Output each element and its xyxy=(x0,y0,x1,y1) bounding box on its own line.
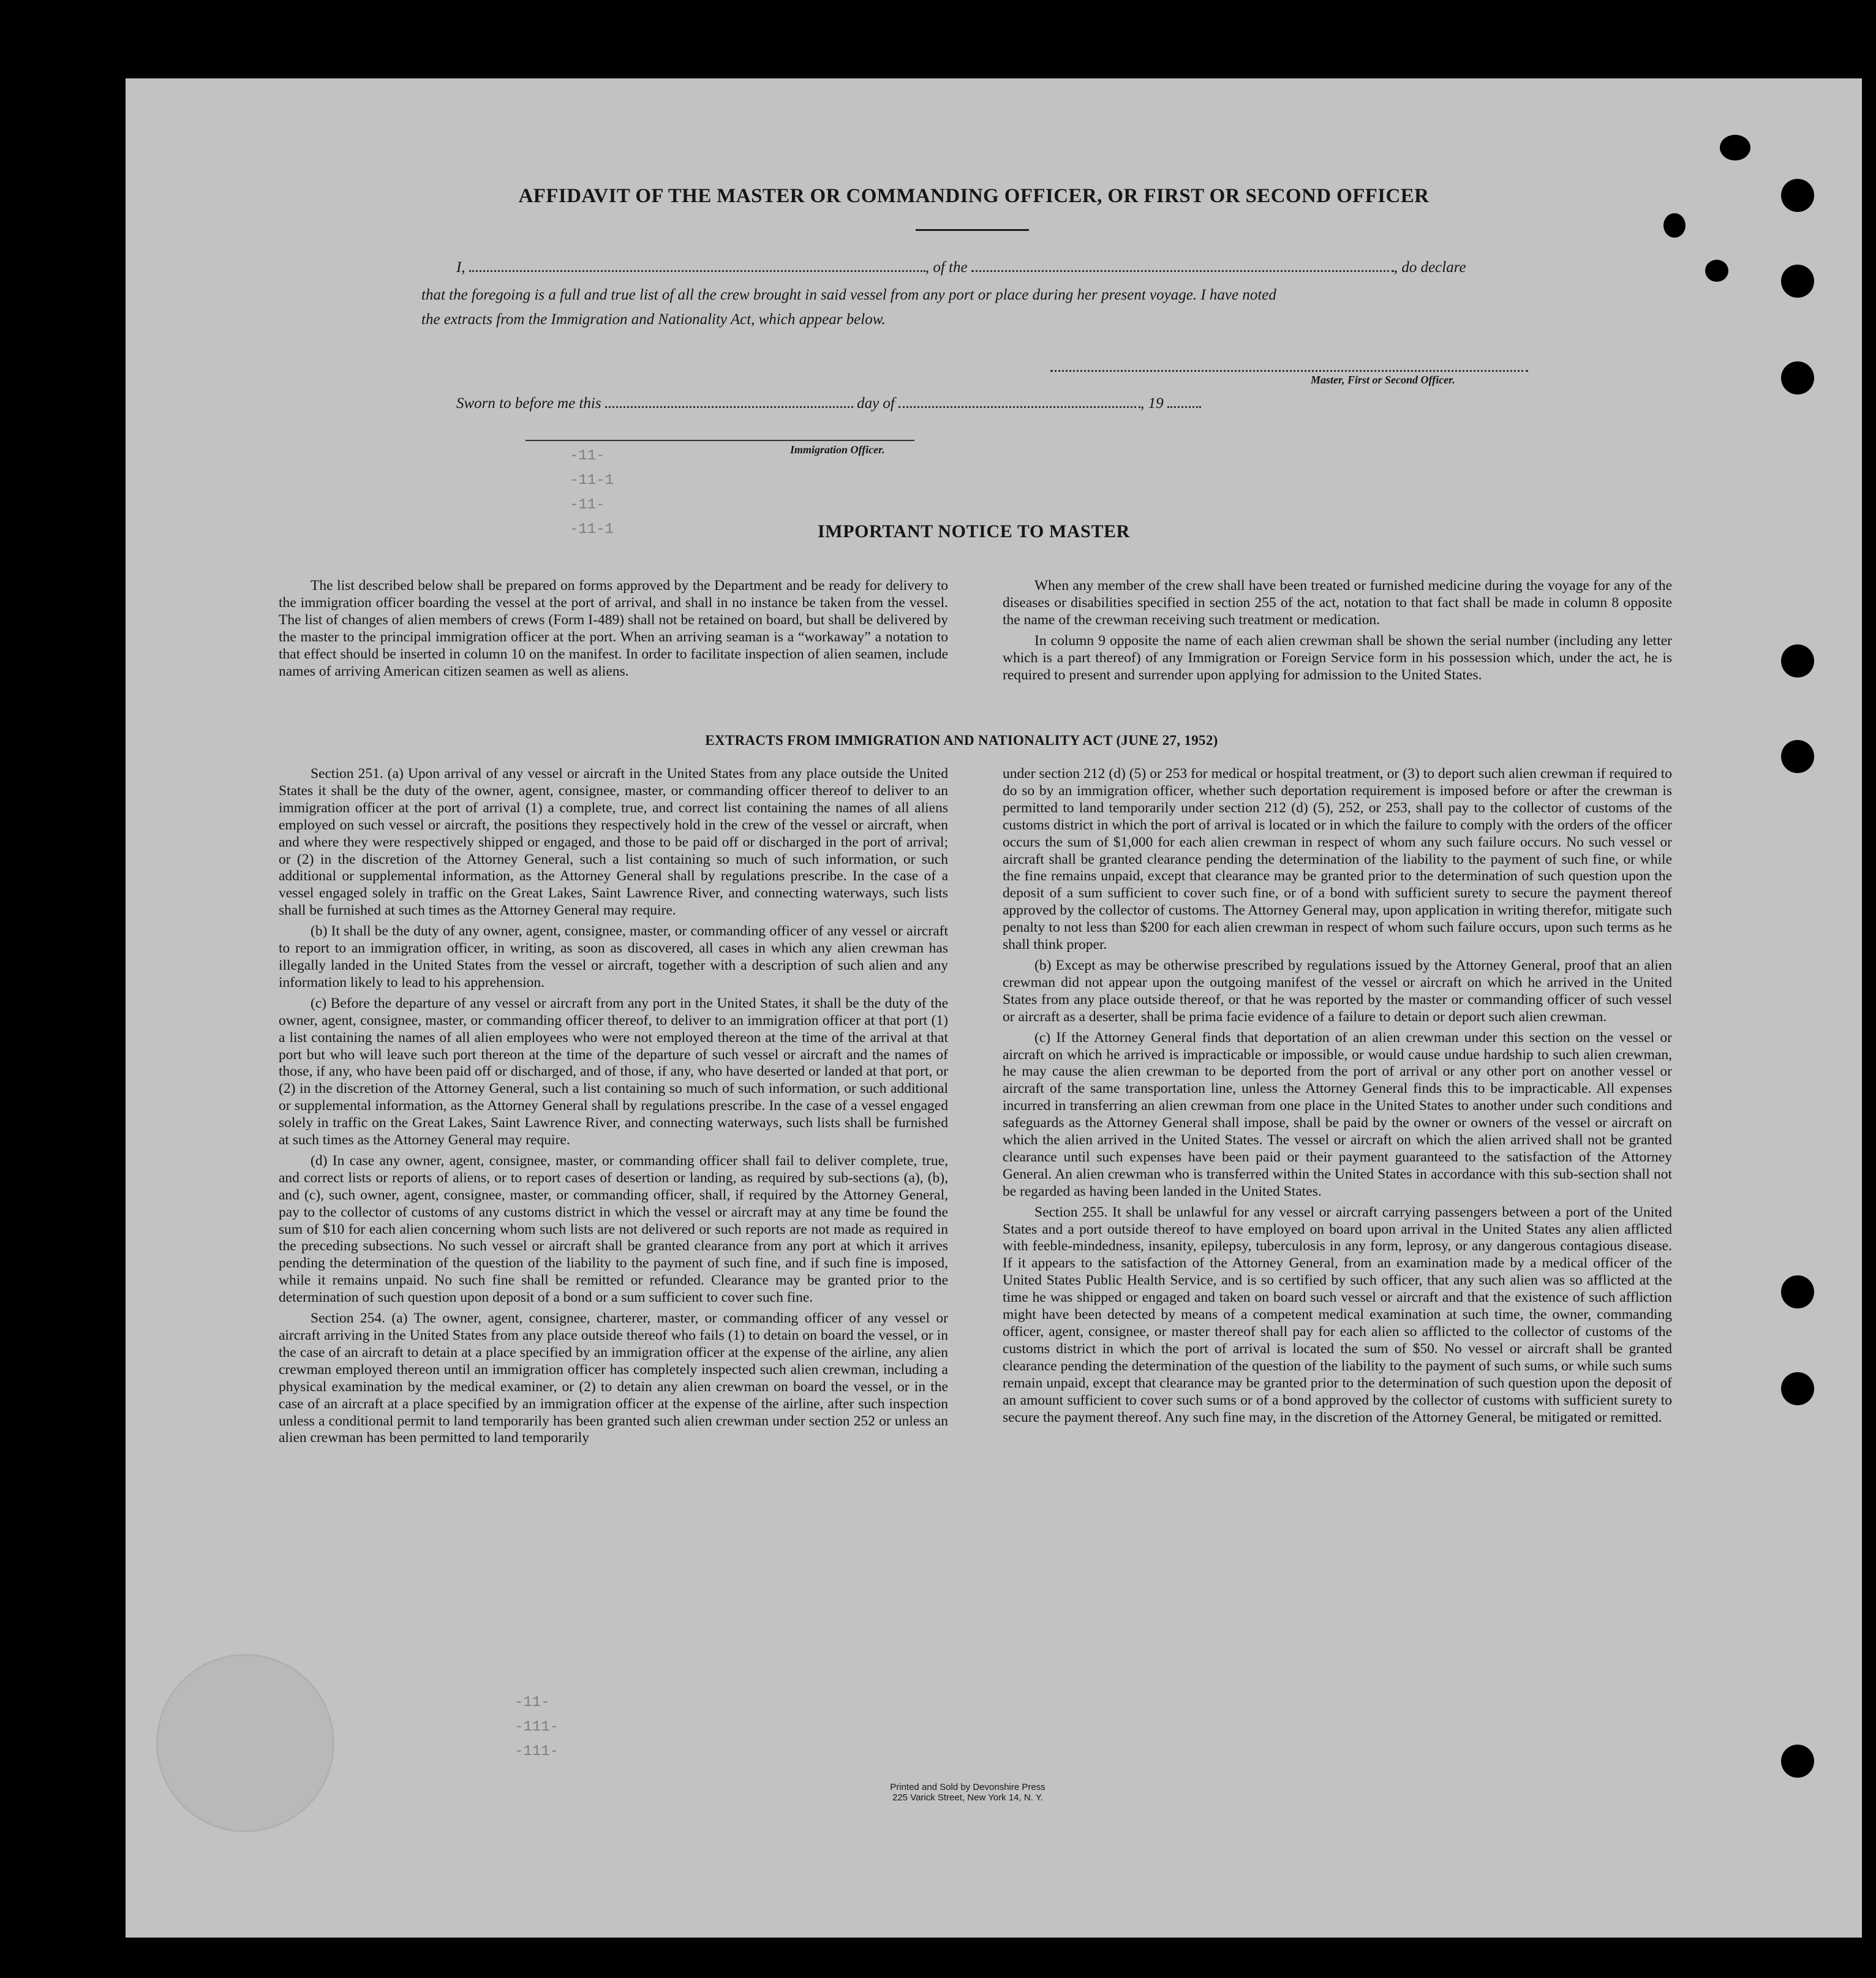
imprint-line-1: Printed and Sold by Devonshire Press xyxy=(890,1782,1045,1792)
section-paragraph: (d) In case any owner, agent, consignee, master, or commanding officer shall fail to deliver complete, true, and correct lists or reports of aliens, or to report cases of desertion or landing, as required by sub-sections (a), (b), and (c), such owner, agent, consignee, master, or commanding officer, shall, if required by the Attorney General, pay to the collector of customs of any customs district in which the vessel or aircraft may at any time be found the sum of $10 for each alien concerning whom such lists are not delivered or such reports are not made as required in the preceding subsections. No such vessel or aircraft shall be granted clearance from any port at which it arrives pending the determination of the question of the liability to the payment of such fine, and if such fine is imposed, while it remains unpaid. No such fine shall be remitted or refunded. Clearance may be granted prior to the determination of such question upon deposit of a bond or a sum sufficient to cover such fine. xyxy=(279,1152,948,1306)
binder-hole xyxy=(1781,179,1814,212)
declaration-line xyxy=(456,259,1466,276)
title-rule xyxy=(916,229,1029,231)
sworn-month-field[interactable] xyxy=(898,398,1140,408)
extracts-left-column xyxy=(279,766,948,1451)
sworn-prefix: Sworn to before me this xyxy=(456,395,601,412)
section-paragraph: (b) It shall be the duty of any owner, agent, consignee, master, or commanding officer of any vessel or aircraft to report to an immigration officer, in writing, as soon as discovered, all cases in which any alien crewman has illegally landed in the United States from the vessel or aircraft, together with a description of such alien and any information likely to lead to his apprehension. xyxy=(279,923,948,991)
imprint-line-2: 225 Varick Street, New York 14, N. Y. xyxy=(892,1792,1043,1803)
declare-i: I, xyxy=(456,259,465,276)
section-paragraph: under section 212 (d) (5) or 253 for medical or hospital treatment, or (3) to deport such alien crewman if required to do so by an immigration officer, whether such deportation requirement is imposed before or after the crewman is permitted to land temporarily under section 212 (d) (5), 252, or 253, shall pay to the collector of customs of the customs district in which the port of arrival is located or in which the failure to comply with the orders of the officer occurs the sum of $1,000 for each alien crewman in respect of whom any such failure occurs. No such vessel or aircraft shall be granted clearance pending the determination of the liability to the payment of such fine, or while the fine remains unpaid, except that clearance may be granted prior to the determination of such question upon the deposit of a sum sufficient to cover such fine, or of a bond with sufficient surety to secure the payment thereof approved by the collector of customs. The Attorney General may, upon application in writing therefor, mitigate such penalty to not less than $200 for each alien crewman in respect of whom such failure occurs, upon such terms as he shall think proper. xyxy=(1003,766,1672,953)
binder-hole xyxy=(1781,265,1814,298)
officer-signature-line[interactable] xyxy=(526,440,914,441)
section-paragraph: Section 251. (a) Upon arrival of any vessel or aircraft in the United States from any place outside the United States it shall be the duty of the owner, agent, consignee, master, or commanding officer thereof to deliver to an immigration officer at the port of arrival (1) a complete, true, and correct list containing the names of all aliens employed on such vessel or aircraft, the positions they respectively hold in the crew of the vessel or aircraft, when and where they were respectively shipped or engaged, and those to be paid off or discharged in the port of arrival; or (2) in the discretion of the Attorney General, such a list containing so much of such information, or such additional or supplemental information, as the Attorney General shall by regulations prescribe. In the case of a vessel engaged solely in traffic on the Great Lakes, Saint Lawrence River, and connecting waterways, such lists shall be furnished at such times as the Attorney General may require. xyxy=(279,766,948,919)
section-paragraph: (c) Before the departure of any vessel or aircraft from any port in the United States, it shall be the duty of the owner, agent, consignee, master, or commanding officer thereof, to deliver to an immigration officer at that port (1) a list containing the names of all alien employees who were not employed thereon at the time of the arrival at that port but who will leave such port thereon at the time of the departure of such vessel or aircraft and the names of those, if any, who have been paid off or discharged, and of those, if any, who have deserted or landed at that port, or (2) in the discretion of the Attorney General, such a list containing so much of such information, or such additional or supplemental information, as the Attorney General shall by regulations prescribe. In the case of a vessel engaged solely in traffic on the Great Lakes, Saint Lawrence River, and connecting waterways, such lists shall be furnished at such times as the Attorney General may require. xyxy=(279,995,948,1149)
section-paragraph: Section 254. (a) The owner, agent, consignee, charterer, master, or commanding officer of any vessel or aircraft arriving in the United States from any place outside thereof who fails (1) to detain on board the vessel, or in the case of an aircraft to detain at a place specified by an immigration officer at the expense of the airline, any alien crewman employed thereon until an immigration officer has completely inspected such alien crewman, including a physical examination by the medical examiner, or (2) to detain any alien crewman on board the vessel, or in the case of an aircraft at a place specified by an immigration officer at the expense of the airline, after such inspection unless a conditional permit to land temporarily has been granted such alien crewman under section 252 or unless an alien crewman has been permitted to land temporarily xyxy=(279,1310,948,1446)
affidavit-title: AFFIDAVIT OF THE MASTER OR COMMANDING OFFICER, OR FIRST OR SECOND OFFICER xyxy=(518,185,1430,207)
notice-right-column xyxy=(1003,578,1672,687)
binder-hole xyxy=(1781,740,1814,773)
extracts-title: EXTRACTS FROM IMMIGRATION AND NATIONALITY ACT (JUNE 27, 1952) xyxy=(705,733,1218,748)
ink-blot xyxy=(1663,213,1686,238)
declare-do-declare: , do declare xyxy=(1393,259,1466,276)
sworn-line xyxy=(456,395,1201,412)
faint-tally-marks: -11- -111- -111- xyxy=(514,1694,559,1760)
statement-line-1: that the foregoing is a full and true list of all the crew brought in said vessel from any port or place during her present voyage. I have noted xyxy=(421,287,1276,303)
binder-hole xyxy=(1781,1745,1814,1778)
section-paragraph: Section 255. It shall be unlawful for any vessel or aircraft carrying passengers between a port of the United States and a port outside thereof to have employed on board upon arrival in the United States any alien afflicted with feeble-mindedness, insanity, epilepsy, tuberculosis in any form, leprosy, or any dangerous contagious disease. If it appears to the satisfaction of the Attorney General, from an examination made by a medical officer of the United States Public Health Service, and is so certified by such officer, that any such alien was so afflicted at the time he was shipped or engaged and taken on board such vessel or aircraft and that the existence of such affliction might have been detected by means of a competent medical examination at such time, the owner, commanding officer, agent, consignee, or master thereof shall pay for each alien so afflicted to the collector of customs of the customs district in which the port of arrival is located the sum of $50. No vessel or aircraft shall be granted clearance pending the determination of the question of the liability to the payment of such sums, or while such sums remain unpaid, except that clearance may be granted prior to the determination of such question upon the deposit of an amount sufficient to cover such sums or of a bond approved by the collector of customs with sufficient surety to secure the payment thereof. Any such fine may, in the discretion of the Attorney General, be mitigated or remitted. xyxy=(1003,1204,1672,1425)
ink-blot xyxy=(1705,260,1728,282)
extracts-right-column xyxy=(1003,766,1672,1430)
notice-left-column xyxy=(279,578,948,684)
master-caption: Master, First or Second Officer. xyxy=(1311,374,1455,386)
sworn-day-field[interactable] xyxy=(605,398,853,408)
notice-paragraph: The list described below shall be prepared on forms approved by the Department and be ready for delivery to the immigration officer boarding the vessel at the port of arrival, and shall in no instance be taken from the vessel. The list of changes of alien members of crews (Form I-489) shall not be retained on board, but shall be delivered by the master to the principal immigration officer at the port. When an arriving seaman is a “workaway” a notation to that effect should be inserted in column 10 on the manifest. In order to facilitate inspection of alien seamen, include names of arriving American citizen seamen as well as aliens. xyxy=(279,578,948,679)
binder-hole xyxy=(1781,1372,1814,1405)
section-paragraph: (b) Except as may be otherwise prescribed by regulations issued by the Attorney General, proof that an alien crewman did not appear upon the outgoing manifest of the vessel or aircraft on which he arrived in the United States from any place outside thereof, or that he was reported by the master or commanding officer of such vessel or aircraft as a deserter, shall be prima facie evidence of a failure to detain or deport such alien crewman. xyxy=(1003,957,1672,1025)
notice-title: IMPORTANT NOTICE TO MASTER xyxy=(818,521,1130,542)
notice-paragraph: In column 9 opposite the name of each alien crewman shall be shown the serial number (including any letter which is a part thereof) of any Immigration or Foreign Service form in his possession which, under the act, he is required to present and surrender upon applying for admission to the United States. xyxy=(1003,632,1672,683)
binder-hole xyxy=(1781,361,1814,394)
officer-caption: Immigration Officer. xyxy=(790,444,885,456)
declare-of-the: , of the xyxy=(925,259,968,276)
sworn-day-of: day of xyxy=(857,395,895,412)
sworn-year-field[interactable] xyxy=(1167,398,1201,408)
statement-line-2: the extracts from the Immigration and Nationality Act, which appear below. xyxy=(421,311,886,328)
binder-hole xyxy=(1781,644,1814,678)
name-field[interactable] xyxy=(469,262,925,272)
binder-hole xyxy=(1781,1275,1814,1308)
master-signature-line[interactable] xyxy=(1050,370,1528,372)
ink-blot xyxy=(1720,135,1750,160)
sworn-year: , 19 xyxy=(1140,395,1164,412)
printer-imprint xyxy=(796,1782,1139,1803)
section-paragraph: (c) If the Attorney General finds that deportation of an alien crewman under this section on the vessel or aircraft on which he arrived is impracticable or impossible, or would cause undue hardship to such alien crewman, he may cause the alien crewman to be deported from the port of arrival or any other port on another vessel or aircraft of the same transportation line, unless the Attorney General finds this to be impracticable. All expenses incurred in transferring an alien crewman from one place in the United States to another under such conditions and safeguards as the Attorney General shall impose, shall be paid by the owner or owners of the vessel or aircraft on which the alien arrived in the United States. The vessel or aircraft on which the alien arrived shall not be granted clearance until such expenses have been paid or their payment guaranteed to the satisfaction of the Attorney General. An alien crewman who is transferred within the United States in accordance with this sub-section shall not be regarded as having been landed in the United States. xyxy=(1003,1029,1672,1199)
faded-seal xyxy=(156,1654,334,1832)
vessel-field[interactable] xyxy=(971,262,1394,272)
notice-paragraph: When any member of the crew shall have been treated or furnished medicine during the voyage for any of the diseases or disabilities specified in section 255 of the act, notation to that fact shall be made in column 8 opposite the name of the crewman receiving such treatment or medication. xyxy=(1003,578,1672,628)
faint-tally-marks: -11- -11-1 -11- -11-1 xyxy=(570,448,614,538)
